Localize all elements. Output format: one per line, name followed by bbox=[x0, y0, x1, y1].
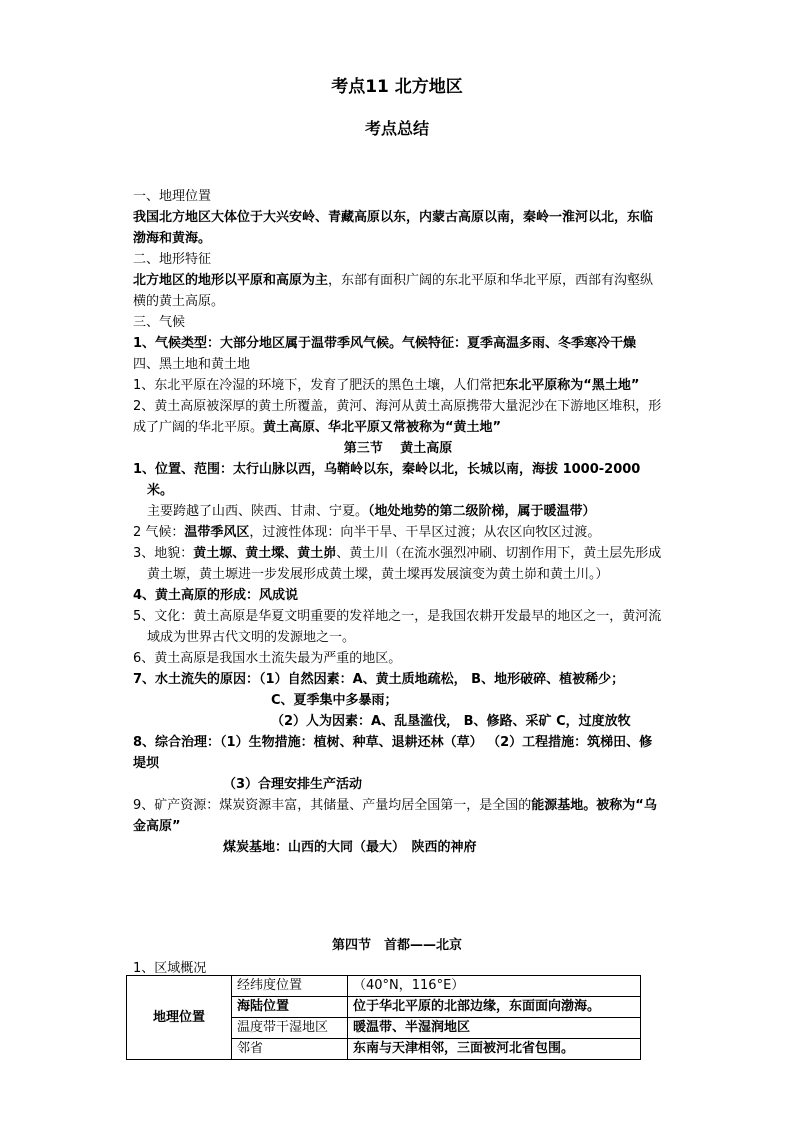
table-key: 经纬度位置 bbox=[232, 976, 348, 997]
para-location: 我国北方地区大体位于大兴安岭、青藏高原以东，内蒙古高原以南，秦岭一淮河以北，东临渤海和黄海。 bbox=[133, 210, 654, 246]
para-yellow-soil-b: 黄土高原、华北平原又常被称为“黄土地” bbox=[263, 420, 502, 435]
para-black-soil-b: 东北平原称为“黑土地” bbox=[505, 378, 640, 393]
item-3-b: 黄土塬、黄土墚、黄土峁 bbox=[193, 546, 337, 561]
item-7-human: （2）人为因素：A、乱垦滥伐， B、修路、采矿 C，过度放牧 bbox=[271, 714, 631, 729]
item-2-b: 温带季风区 bbox=[184, 525, 250, 540]
page-title: 考点11 北方地区 bbox=[331, 77, 463, 97]
table-row bbox=[127, 976, 641, 997]
item-8-control-3: （3）合理安排生产活动 bbox=[223, 777, 363, 792]
item-3-landform bbox=[133, 543, 663, 585]
section-3-heading: 第三节 黄土高原 bbox=[343, 441, 453, 456]
item-2-a: 2 气候： bbox=[133, 525, 185, 540]
item-9-minerals bbox=[133, 795, 663, 837]
table-value: （40°N，116°E） bbox=[348, 976, 641, 997]
table-key: 邻省 bbox=[232, 1039, 348, 1060]
item-9-coal-bases: 煤炭基地：山西的大同（最大） 陕西的神府 bbox=[223, 840, 477, 855]
item-1-extra bbox=[133, 501, 663, 522]
para-yellow-soil bbox=[133, 396, 663, 438]
item-1-extra-a: 主要跨越了山西、陕西、甘肃、宁夏。 bbox=[147, 504, 369, 519]
item-4-formation: 4、黄土高原的形成：风成说 bbox=[133, 588, 299, 603]
item-7-causes-c: C、夏季集中多暴雨； bbox=[271, 693, 398, 708]
para-black-soil-a: 1、东北平原在冷湿的环境下，发育了肥沃的黑色土壤，人们常把 bbox=[133, 378, 506, 393]
item-5-culture: 5、文化：黄土高原是华夏文明重要的发祥地之一，是我国农耕开发最早的地区之一，黄河流域成为世界古代文明的发源地之一。 bbox=[133, 609, 662, 645]
page-subtitle: 考点总结 bbox=[364, 119, 429, 138]
heading-climate: 三、气候 bbox=[133, 315, 186, 330]
table-key: 温度带干湿地区 bbox=[232, 1018, 348, 1039]
item-3-a: 3、地貌： bbox=[133, 546, 194, 561]
table-value: 暖温带、半湿润地区 bbox=[348, 1018, 641, 1039]
heading-soil: 四、黑土地和黄土地 bbox=[133, 357, 251, 372]
item-9-b: 能源基地。被称为“乌金高原” bbox=[133, 798, 657, 834]
table-key: 海陆位置 bbox=[232, 997, 348, 1018]
item-6-erosion: 6、黄土高原是我国水土流失最为严重的地区。 bbox=[133, 651, 402, 666]
table-head-cell: 地理位置 bbox=[127, 976, 232, 1060]
item-3-c: 、黄土川（在流水强烈冲刷、切割作用下，黄土层先形成黄土塬，黄土塬进一步发展形成黄土墚，黄土墚再发展演变为黄土峁和黄土川。） bbox=[147, 546, 662, 582]
para-climate: 1、气候类型：大部分地区属于温带季风气候。气候特征：夏季高温多雨、冬季寒冷干燥 bbox=[133, 336, 637, 351]
heading-location: 一、地理位置 bbox=[133, 189, 212, 204]
heading-terrain: 二、地形特征 bbox=[133, 252, 212, 267]
item-8-control: 8、综合治理：（1）生物措施：植树、种草、退耕还林（草） （2）工程措施：筑梯田、修堤坝 bbox=[133, 735, 653, 771]
table-value: 东南与天津相邻，三面被河北省包围。 bbox=[348, 1039, 641, 1060]
item-9-a: 9、矿产资源：煤炭资源丰富，其储量、产量均居全国第一，是全国的 bbox=[133, 798, 532, 813]
item-2-climate bbox=[133, 522, 663, 543]
para-yellow-soil-a: 2、黄土高原被深厚的黄土所覆盖，黄河、海河从黄土高原携带大量泥沙在下游地区堆积，形成了广阔的华北平原。 bbox=[133, 399, 662, 435]
para-terrain bbox=[133, 270, 663, 312]
section-4-heading: 第四节 首都——北京 bbox=[331, 938, 462, 953]
item-1-extra-b: （地处地势的第二级阶梯，属于暖温带） bbox=[368, 504, 596, 519]
table-caption: 1、区域概况 bbox=[133, 961, 207, 976]
document-body bbox=[133, 186, 663, 858]
para-black-soil bbox=[133, 375, 663, 396]
item-7-causes: 7、水土流失的原因：（1）自然因素：A、黄土质地疏松， B、地形破碎、植被稀少； bbox=[133, 672, 625, 687]
item-1-position: 1、位置、范围：太行山脉以西，乌鞘岭以东，秦岭以北，长城以南，海拔 1000-2000 米。 bbox=[133, 462, 641, 498]
overview-table bbox=[126, 975, 641, 1060]
table-value: 位于华北平原的北部边缘，东面面向渤海。 bbox=[348, 997, 641, 1018]
item-2-c: ，过渡性体现：向半干旱、干旱区过渡；从农区向牧区过渡。 bbox=[249, 525, 601, 540]
para-terrain-rest: ，东部有面积广阔的东北平原和华北平原，西部有沟壑纵横的黄土高原。 bbox=[133, 273, 654, 309]
para-terrain-bold: 北方地区的地形以平原和高原为主 bbox=[133, 273, 329, 288]
